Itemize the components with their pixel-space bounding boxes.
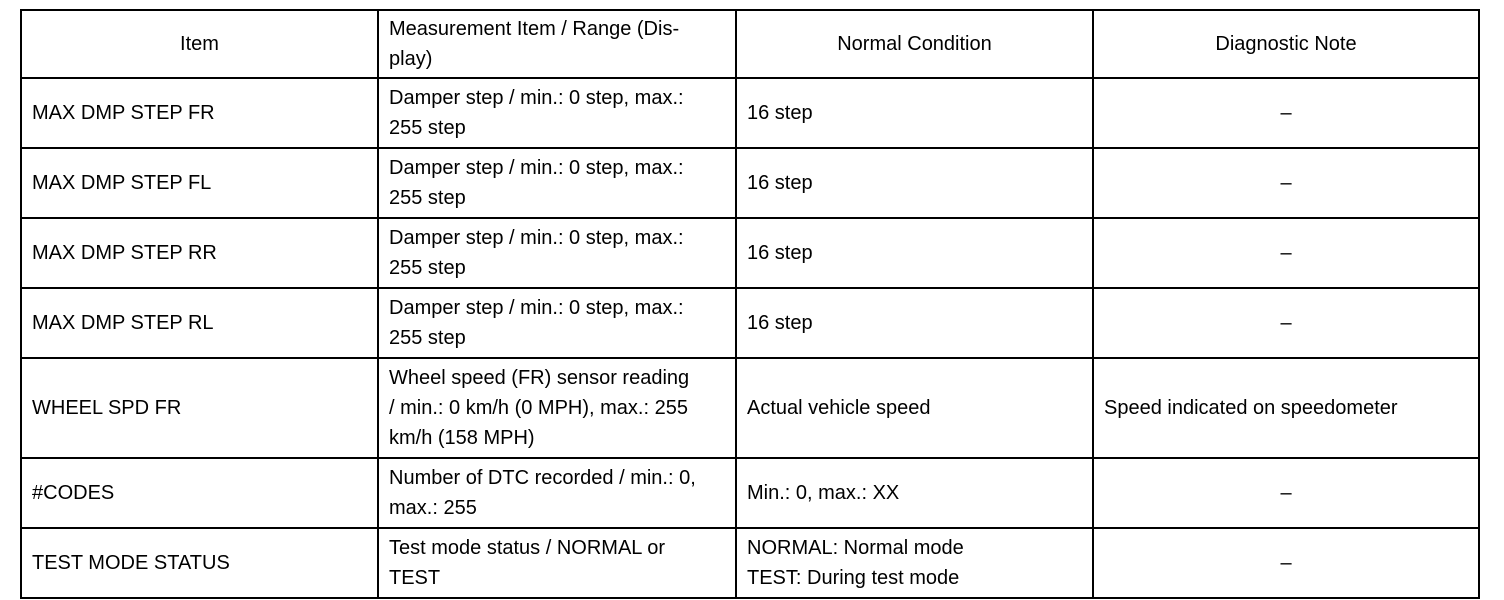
cell-normal-condition — [736, 528, 1093, 598]
cell-item — [21, 218, 378, 288]
cell-text-line: max.: 255 — [389, 497, 477, 519]
table-row — [21, 218, 1479, 288]
cell-text-line: #CODES — [32, 482, 115, 504]
cell-text-line: Diagnostic Note — [1215, 33, 1357, 55]
cell-range — [378, 78, 736, 148]
cell-range — [378, 528, 736, 598]
header-measurement-range — [378, 10, 736, 78]
cell-text-line: TEST: During test mode — [747, 567, 960, 589]
cell-text-line: – — [1280, 242, 1292, 264]
header-normal-condition — [736, 10, 1093, 78]
cell-text-line: NORMAL: Normal mode — [747, 537, 964, 559]
cell-diagnostic-note — [1093, 358, 1479, 458]
cell-text-line: km/h (158 MPH) — [389, 427, 535, 449]
cell-diagnostic-note — [1093, 78, 1479, 148]
table-row — [21, 458, 1479, 528]
cell-range — [378, 218, 736, 288]
cell-item — [21, 358, 378, 458]
table-row — [21, 148, 1479, 218]
cell-text-line: MAX DMP STEP FL — [32, 172, 212, 194]
table-header-row — [21, 10, 1479, 78]
cell-text-line: 16 step — [747, 312, 813, 334]
cell-text-line: Actual vehicle speed — [747, 397, 931, 419]
cell-item — [21, 288, 378, 358]
cell-text-line: – — [1280, 102, 1292, 124]
cell-text-line: WHEEL SPD FR — [32, 397, 182, 419]
cell-range — [378, 458, 736, 528]
cell-text-line: Test mode status / NORMAL or — [389, 537, 666, 559]
cell-normal-condition — [736, 288, 1093, 358]
cell-text-line: TEST MODE STATUS — [32, 552, 230, 574]
data-monitor-table — [20, 9, 1480, 599]
table-row — [21, 288, 1479, 358]
cell-text-line: Normal Condition — [837, 33, 992, 55]
data-monitor-table-container — [20, 9, 1478, 599]
cell-item — [21, 458, 378, 528]
cell-text-line: 255 step — [389, 187, 466, 209]
cell-text-line: 16 step — [747, 242, 813, 264]
cell-text-line: Damper step / min.: 0 step, max.: — [389, 227, 684, 249]
cell-text-line: Wheel speed (FR) sensor reading — [389, 367, 690, 389]
header-diagnostic-note — [1093, 10, 1479, 78]
table-row — [21, 528, 1479, 598]
cell-diagnostic-note — [1093, 218, 1479, 288]
cell-normal-condition — [736, 148, 1093, 218]
cell-text-line: 16 step — [747, 172, 813, 194]
cell-diagnostic-note — [1093, 458, 1479, 528]
cell-diagnostic-note — [1093, 528, 1479, 598]
cell-text-line: Damper step / min.: 0 step, max.: — [389, 87, 684, 109]
cell-text-line: TEST — [389, 567, 441, 589]
cell-normal-condition — [736, 78, 1093, 148]
cell-item — [21, 528, 378, 598]
cell-diagnostic-note — [1093, 288, 1479, 358]
cell-text-line: play) — [389, 48, 433, 70]
cell-text-line: 255 step — [389, 327, 466, 349]
cell-text-line: Damper step / min.: 0 step, max.: — [389, 297, 684, 319]
cell-normal-condition — [736, 218, 1093, 288]
cell-text-line: Min.: 0, max.: XX — [747, 482, 900, 504]
cell-text-line: Speed indicated on speedometer — [1104, 397, 1398, 419]
cell-normal-condition — [736, 458, 1093, 528]
cell-range — [378, 358, 736, 458]
cell-text-line: 255 step — [389, 117, 466, 139]
cell-text-line: Damper step / min.: 0 step, max.: — [389, 157, 684, 179]
cell-text-line: 255 step — [389, 257, 466, 279]
cell-range — [378, 288, 736, 358]
cell-text-line: MAX DMP STEP RL — [32, 312, 214, 334]
cell-text-line: Measurement Item / Range (Dis- — [389, 18, 680, 40]
cell-item — [21, 148, 378, 218]
header-item — [21, 10, 378, 78]
cell-text-line: Number of DTC recorded / min.: 0, — [389, 467, 696, 489]
cell-text-line: MAX DMP STEP FR — [32, 102, 215, 124]
cell-text-line: – — [1280, 552, 1292, 574]
cell-item — [21, 78, 378, 148]
table-row — [21, 78, 1479, 148]
cell-text-line: 16 step — [747, 102, 813, 124]
cell-diagnostic-note — [1093, 148, 1479, 218]
table-row — [21, 358, 1479, 458]
cell-normal-condition — [736, 358, 1093, 458]
cell-text-line: Item — [180, 33, 219, 55]
cell-text-line: – — [1280, 172, 1292, 194]
cell-text-line: / min.: 0 km/h (0 MPH), max.: 255 — [389, 397, 688, 419]
cell-text-line: – — [1280, 482, 1292, 504]
cell-text-line: – — [1280, 312, 1292, 334]
cell-text-line: MAX DMP STEP RR — [32, 242, 217, 264]
cell-range — [378, 148, 736, 218]
